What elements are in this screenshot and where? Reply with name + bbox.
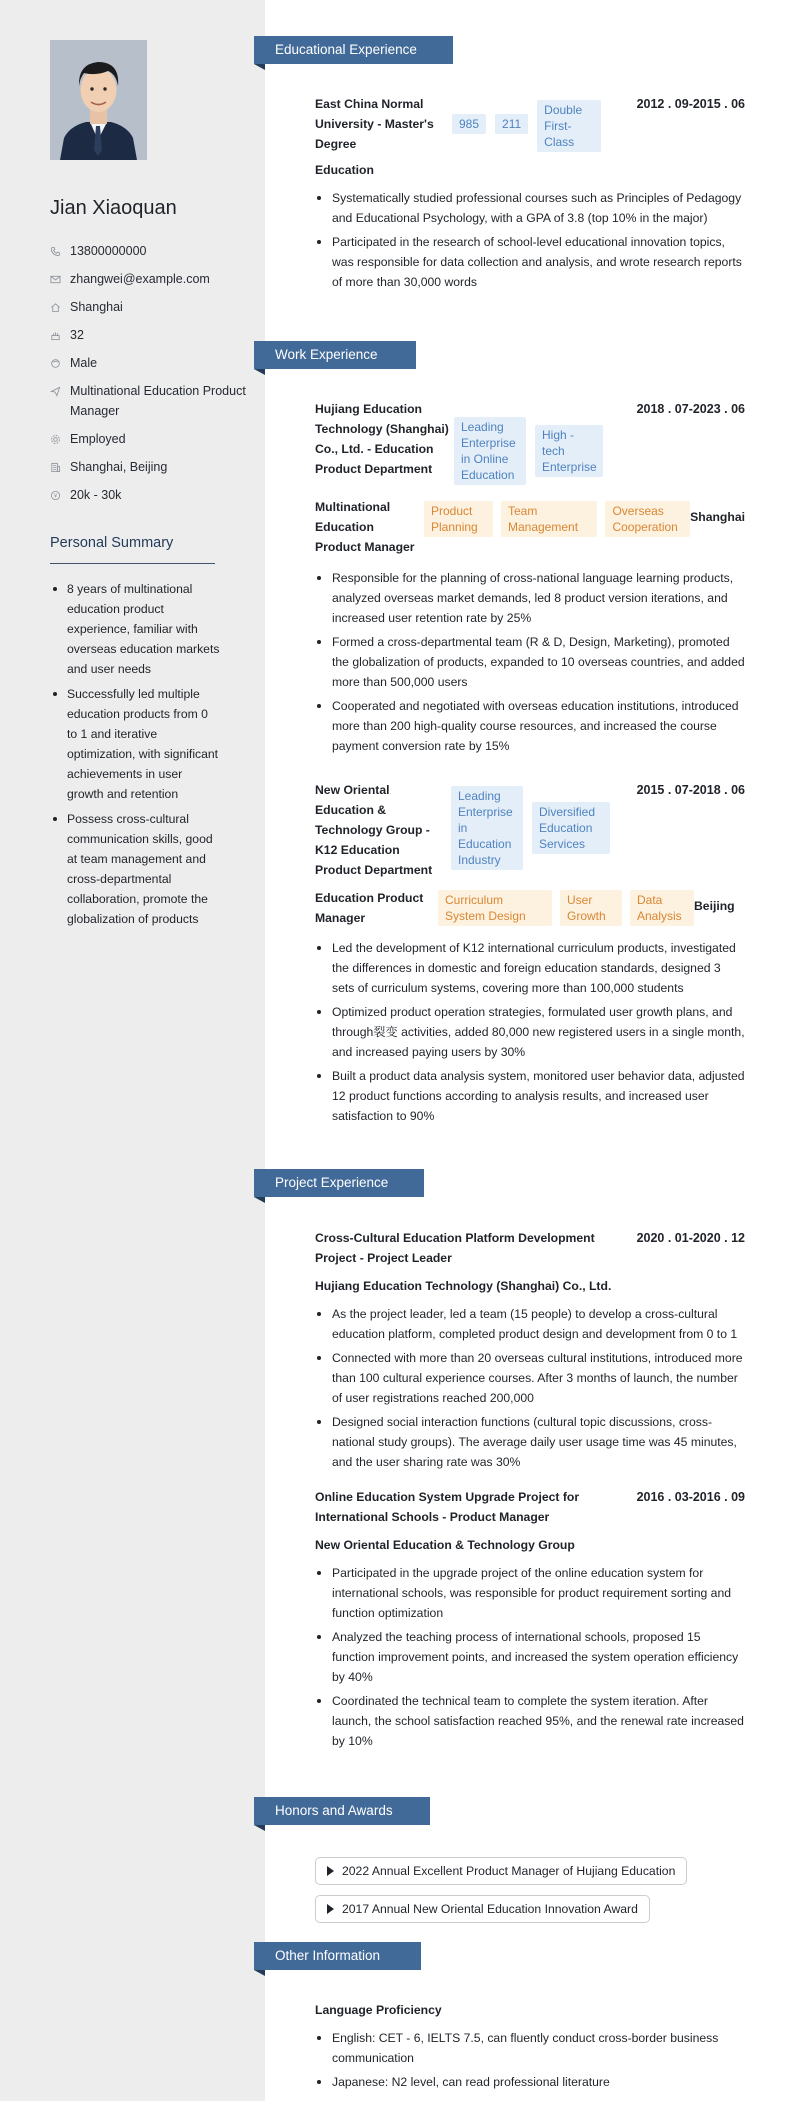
work-dates: 2015 . 07-2018 . 06 [636, 783, 745, 797]
info-email [50, 269, 250, 289]
cities-text: Shanghai, Beijing [70, 460, 168, 474]
other-info [315, 2000, 745, 2096]
list-item: Connected with more than 20 overseas cultural institutions, introduced more than 100 cultural experience courses. After 3 months of launch, the number of user registrations reached 200,000 [315, 1348, 745, 1408]
list-item: Possess cross-cultural communication skills, good at team management and cross-departmental collaboration, promote the globalization of products [50, 809, 220, 929]
tag-badge: Team Management [501, 501, 597, 537]
work-entry [315, 399, 745, 760]
section-title: Other Information [254, 1942, 421, 1970]
award-text: 2022 Annual Excellent Product Manager of Hujiang Education [342, 1864, 676, 1878]
project-company: New Oriental Education & Technology Group [315, 1538, 575, 1552]
project-title: Online Education System Upgrade Project for International Schools - Product Manager [315, 1490, 580, 1524]
work-bullets [315, 568, 745, 756]
ribbon-tail [409, 1797, 430, 1825]
section-title: Project Experience [254, 1169, 424, 1197]
phone-icon [50, 246, 61, 257]
status-text: Employed [70, 432, 126, 446]
contact-info [50, 241, 250, 513]
home-icon [50, 302, 61, 313]
candidate-name: Jian Xiaoquan [50, 197, 177, 219]
work-entry [315, 780, 745, 1130]
tag-badge: Double First-Class [537, 100, 601, 152]
tag-badge: Curriculum System Design [438, 890, 552, 926]
project-title: Cross-Cultural Education Platform Development Project - Project Leader [315, 1231, 595, 1265]
work-city: Beijing [694, 899, 735, 913]
cake-icon [50, 330, 61, 341]
section-title: Honors and Awards [254, 1797, 430, 1825]
ribbon-fold [254, 1970, 265, 1976]
summary-title: Personal Summary [50, 535, 174, 551]
money-icon [50, 490, 61, 501]
ribbon-tail [400, 1942, 421, 1970]
project-company: Hujiang Education Technology (Shanghai) Co., Ltd. [315, 1279, 612, 1293]
tag-badge: User Growth [560, 890, 622, 926]
work-city: Shanghai [690, 510, 745, 524]
list-item: English: CET - 6, IELTS 7.5, can fluently conduct cross-border business communication [315, 2028, 745, 2068]
major-name: Education [315, 163, 374, 177]
sidebar [0, 0, 265, 2101]
tag-badge: Leading Enterprise in Education Industry [451, 786, 523, 870]
list-item: Analyzed the teaching process of international schools, proposed 15 function improvement points, and increased the system operation efficiency by 40% [315, 1627, 745, 1687]
list-item: Participated in the upgrade project of the online education system for international schools, was responsible for product requirement sorting and function optimization [315, 1563, 745, 1623]
info-cities [50, 457, 250, 477]
info-gender [50, 353, 250, 373]
avatar [50, 40, 147, 160]
list-item: Designed social interaction functions (cultural topic discussions, cross-national study groups). The average daily user usage time was 45 minutes, and the user sharing rate was 30% [315, 1412, 745, 1472]
list-item: Cooperated and negotiated with overseas education institutions, introduced more than 200 high-quality course resources, and increased the course payment conversion rate by 15% [315, 696, 745, 756]
project-bullets [315, 1563, 745, 1751]
tag-badge: Overseas Cooperation [605, 501, 690, 537]
role-title: Multinational Education Product Manager [315, 500, 415, 554]
info-salary [50, 485, 250, 505]
tag-badge: Leading Enterprise in Online Education [454, 417, 526, 485]
ribbon-fold [254, 1197, 265, 1203]
ribbon-fold [254, 64, 265, 70]
ribbon-fold [254, 1825, 265, 1831]
avatar-photo [50, 40, 147, 160]
age-text: 32 [70, 328, 84, 342]
target-position-text: Multinational Education Product Manager [70, 384, 246, 418]
school-name: East China Normal University - Master's Degree [315, 97, 434, 151]
list-item: Participated in the research of school-level educational innovation topics, was responsible for data collection and analysis, and wrote research reports of more than 30,000 words [315, 232, 745, 292]
summary-divider [50, 563, 215, 564]
list-item: 8 years of multinational education product experience, familiar with overseas education markets and user needs [50, 579, 220, 679]
ribbon-tail [395, 341, 416, 369]
location-text: Shanghai [70, 300, 123, 314]
salary-text: 20k - 30k [70, 488, 122, 502]
tag-badge: 985 [452, 114, 486, 134]
language-bullets [315, 2028, 745, 2092]
list-item: Japanese: N2 level, can read professional literature [315, 2072, 745, 2092]
svg-text:¥: ¥ [53, 493, 58, 500]
gender-icon [50, 358, 61, 369]
gender-text: Male [70, 356, 98, 370]
ribbon-tail [432, 36, 453, 64]
list-item: Responsible for the planning of cross-national language learning products, analyzed overseas market demands, led 8 product version iterations, and increased user retention rate by 25% [315, 568, 745, 628]
ribbon-fold [254, 369, 265, 375]
company-name: Hujiang Education Technology (Shanghai) Co., Ltd. - Education Product Department [315, 402, 449, 476]
tag-badge: Product Planning [424, 501, 493, 537]
project-bullets [315, 1304, 745, 1472]
building-icon [50, 462, 61, 473]
tag-badge: High - tech Enterprise [535, 425, 603, 477]
work-bullets [315, 938, 745, 1126]
project-dates: 2020 . 01-2020 . 12 [636, 1231, 745, 1245]
section-title: Work Experience [254, 341, 416, 369]
project-entry [315, 1228, 745, 1476]
list-item: Systematically studied professional courses such as Principles of Pedagogy and Educational Psychology, with a GPA of 3.8 (top 10% in the major) [315, 188, 745, 228]
award-item[interactable] [315, 1895, 650, 1923]
tag-badge: Data Analysis [630, 890, 694, 926]
info-status [50, 429, 250, 449]
phone-text: 13800000000 [70, 244, 147, 258]
education-dates: 2012 . 09-2015 . 06 [636, 97, 745, 111]
section-title: Educational Experience [254, 36, 453, 64]
award-text: 2017 Annual New Oriental Education Innovation Award [342, 1902, 638, 1916]
project-dates: 2016 . 03-2016 . 09 [636, 1490, 745, 1504]
send-icon [50, 386, 61, 397]
expand-triangle-icon [327, 1904, 334, 1914]
info-target-position [50, 381, 250, 421]
ribbon-tail [403, 1169, 424, 1197]
education-bullets [315, 188, 745, 292]
company-name: New Oriental Education & Technology Group - K12 Education Product Department [315, 783, 433, 877]
info-phone [50, 241, 250, 261]
education-entry [315, 94, 745, 296]
language-heading: Language Proficiency [315, 2003, 442, 2017]
tag-badge: 211 [495, 114, 528, 134]
list-item: As the project leader, led a team (15 people) to develop a cross-cultural education platform, completed product design and development from 0 to 1 [315, 1304, 745, 1344]
tag-badge: Diversified Education Services [532, 802, 610, 854]
award-item[interactable] [315, 1857, 687, 1885]
role-title: Education Product Manager [315, 891, 424, 925]
list-item: Built a product data analysis system, monitored user behavior data, adjusted 12 product functions according to analysis results, and increased user satisfaction to 90% [315, 1066, 745, 1126]
expand-triangle-icon [327, 1866, 334, 1876]
email-text: zhangwei@example.com [70, 272, 210, 286]
list-item: Coordinated the technical team to complete the system iteration. After launch, the school satisfaction reached 95%, and the renewal rate increased by 10% [315, 1691, 745, 1751]
mail-icon [50, 274, 61, 285]
work-dates: 2018 . 07-2023 . 06 [636, 402, 745, 416]
info-age [50, 325, 250, 345]
gear-icon [50, 434, 61, 445]
list-item: Optimized product operation strategies, formulated user growth plans, and through裂变 activities, added 80,000 new registered users in a single month, and increased paying users by 30% [315, 1002, 745, 1062]
info-location [50, 297, 250, 317]
project-entry [315, 1487, 745, 1755]
summary-list [50, 579, 220, 934]
list-item: Led the development of K12 international curriculum products, investigated the differences in domestic and foreign education standards, designed 3 sets of curriculum systems, covering more than 100,000 students [315, 938, 745, 998]
list-item: Formed a cross-departmental team (R & D, Design, Marketing), promoted the globalization of products, expanded to 10 overseas countries, and added more than 500,000 users [315, 632, 745, 692]
list-item: Successfully led multiple education products from 0 to 1 and iterative optimization, with significant achievements in user growth and retention [50, 684, 220, 804]
